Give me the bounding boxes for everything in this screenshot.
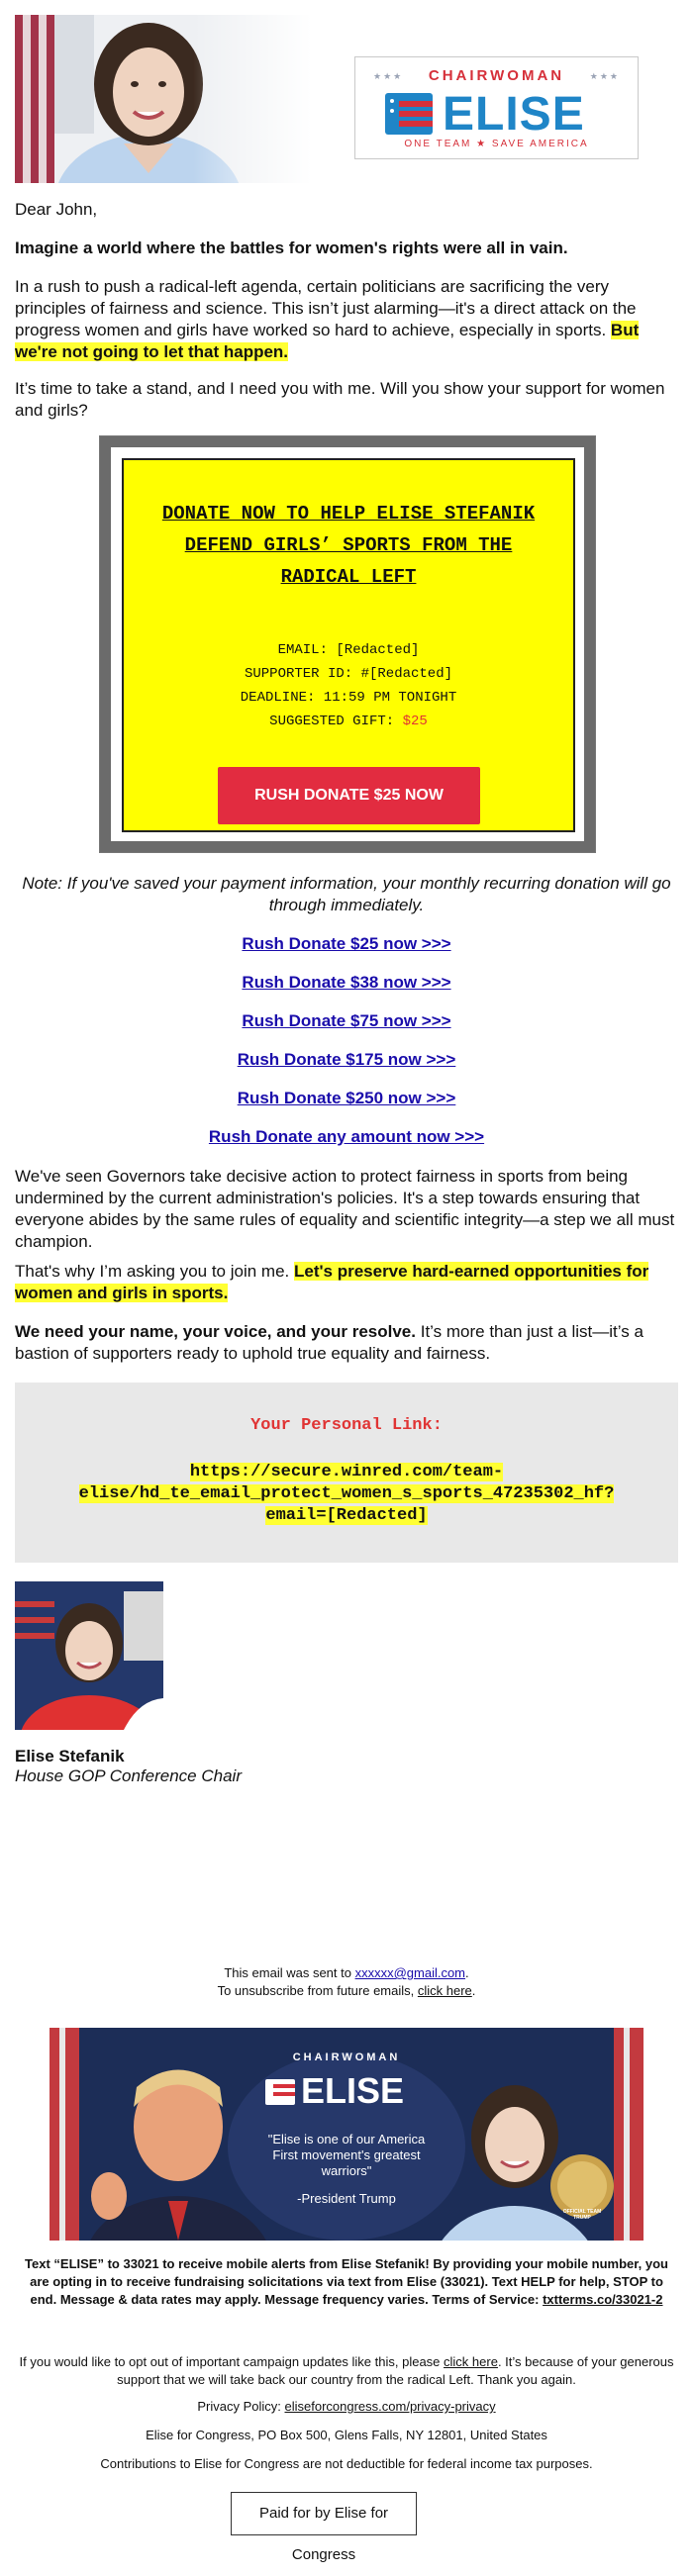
banner-main-text: ELISE bbox=[301, 2070, 405, 2111]
paragraph-4 bbox=[15, 1261, 678, 1304]
signature-photo bbox=[15, 1581, 163, 1730]
donate-link-38-anchor[interactable]: Rush Donate $38 now >>> bbox=[242, 973, 451, 992]
donate-link-any-anchor[interactable]: Rush Donate any amount now >>> bbox=[208, 1127, 485, 1146]
donate-link-38[interactable] bbox=[15, 973, 678, 993]
suggested-gift-amount: $25 bbox=[402, 714, 428, 729]
banner-seal-text: OFFICIAL TEAM TRUMP bbox=[562, 2209, 602, 2221]
suggested-gift-label: SUGGESTED GIFT: bbox=[269, 714, 403, 729]
donate-link-25-anchor[interactable]: Rush Donate $25 now >>> bbox=[242, 934, 451, 953]
optout-suffix: . It’s because of your generous support that we will take back our country from the radical Left. Thank you again. bbox=[117, 2354, 674, 2387]
donate-link-75[interactable] bbox=[15, 1011, 678, 1031]
sms-terms bbox=[15, 2255, 678, 2309]
optout-prefix: If you would like to opt out of important campaign updates like this, please bbox=[19, 2354, 445, 2369]
deadline-line: DEADLINE: 11:59 PM TONIGHT bbox=[240, 690, 457, 706]
privacy-line bbox=[15, 2398, 678, 2416]
personal-link-label: Your Personal Link: bbox=[250, 1416, 443, 1435]
paragraph-3: We've seen Governors take decisive action to protect fairness in sports from being undermined by the current administration's policies. It's a step towards ensuring that everyone abides by the same rules of equality and scientific integrity—a step we all must champion. bbox=[15, 1167, 675, 1251]
paragraph-2: It’s time to take a stand, and I need you with me. Will you show your support for women and girls? bbox=[15, 379, 665, 420]
optout-line bbox=[15, 2353, 678, 2389]
donate-box-frame bbox=[99, 435, 596, 853]
unsubscribe-link[interactable]: click here bbox=[417, 1983, 472, 1998]
banner-quote: "Elise is one of our America First movement's greatest warriors" bbox=[267, 2132, 426, 2178]
sent-to-suffix: . bbox=[465, 1965, 469, 1980]
donate-headline-link[interactable]: DONATE NOW TO HELP ELISE STEFANIK DEFEND GIRLS’ SPORTS FROM THE RADICAL LEFT bbox=[161, 503, 536, 588]
banner-attribution: -President Trump bbox=[297, 2191, 396, 2206]
suggested-gift-line bbox=[124, 714, 573, 729]
paragraph-1-text: In a rush to push a radical-left agenda, certain politicians are sacrificing the very principles of fairness and science. This isn’t just alarming—it's a direct attack on the progress women and girls have worked so hard to achieve, especially in sports. bbox=[15, 277, 637, 339]
donate-link-250[interactable] bbox=[15, 1089, 678, 1108]
donate-link-175[interactable] bbox=[15, 1050, 678, 1070]
paragraph-5 bbox=[15, 1321, 678, 1365]
donate-headline[interactable] bbox=[144, 498, 553, 593]
sms-text: Text “ELISE” to 33021 to receive mobile alerts from Elise Stefanik! By providing your mobile number, you are opting in to receive fundraising solicitations via text from Elise (33021). Text HELP for help, STOP to end. Message & data rates may apply. Message frequency varies. Terms of Service: bbox=[25, 2256, 668, 2307]
donate-link-250-anchor[interactable]: Rush Donate $250 now >>> bbox=[237, 1089, 456, 1107]
banner-top-text: CHAIRWOMAN bbox=[292, 2051, 401, 2063]
chairwoman-elise-logo bbox=[354, 56, 639, 159]
flag-e-icon bbox=[385, 93, 433, 135]
paragraph-4-highlight: Let's preserve hard-earned opportunities for women and girls in sports. bbox=[15, 1262, 649, 1302]
sent-to-line bbox=[15, 1964, 678, 1982]
unsubscribe-line bbox=[15, 1982, 678, 2000]
signature-title: House GOP Conference Chair bbox=[15, 1766, 242, 1785]
recurring-note: Note: If you've saved your payment information, your monthly recurring donation will go through immediately. bbox=[22, 874, 671, 914]
logo-main-text: ELISE bbox=[443, 88, 585, 141]
paragraph-4-text: That's why I’m asking you to join me. bbox=[15, 1262, 294, 1281]
donate-link-any[interactable] bbox=[15, 1127, 678, 1147]
unsubscribe-suffix: . bbox=[471, 1983, 476, 1998]
donate-link-175-anchor[interactable]: Rush Donate $175 now >>> bbox=[237, 1050, 456, 1069]
portrait-fade bbox=[193, 15, 312, 183]
donate-link-25[interactable] bbox=[15, 934, 678, 954]
privacy-prefix: Privacy Policy: bbox=[197, 2399, 285, 2414]
mailing-address: Elise for Congress, PO Box 500, Glens Falls, NY 12801, United States bbox=[146, 2428, 547, 2442]
footer-banner bbox=[50, 2028, 644, 2241]
personal-link-url-text[interactable]: https://secure.winred.com/team-elise/hd_te_email_protect_women_s_sports_47235302_hf?email=[Redacted] bbox=[78, 1463, 615, 1525]
paragraph-5-text: It’s more than just a list—it’s a bastion of supporters ready to uphold true equality and fairness. bbox=[15, 1322, 644, 1363]
optout-link[interactable]: click here bbox=[444, 2354, 498, 2369]
paragraph-5-bold: We need your name, your voice, and your resolve. bbox=[15, 1322, 416, 1341]
personal-link-box bbox=[15, 1383, 678, 1563]
email-header bbox=[15, 15, 678, 183]
logo-top-text: CHAIRWOMAN bbox=[428, 67, 565, 84]
star-icon: ★★★ bbox=[589, 71, 620, 81]
donate-box bbox=[122, 458, 575, 832]
greeting: Dear John, bbox=[15, 200, 98, 219]
paid-for-box: Paid for by Elise for Congress bbox=[231, 2492, 417, 2535]
personal-link-url[interactable] bbox=[54, 1462, 639, 1527]
sent-to-prefix: This email was sent to bbox=[224, 1965, 355, 1980]
unsubscribe-prefix: To unsubscribe from future emails, bbox=[217, 1983, 418, 1998]
email-line: EMAIL: [Redacted] bbox=[277, 642, 420, 658]
sms-terms-link[interactable]: txtterms.co/33021-2 bbox=[543, 2292, 663, 2307]
paragraph-1 bbox=[15, 276, 678, 363]
donate-link-75-anchor[interactable]: Rush Donate $75 now >>> bbox=[242, 1011, 451, 1030]
sent-to-email-link[interactable]: xxxxxx@gmail.com bbox=[354, 1965, 466, 1980]
star-icon: ★★★ bbox=[373, 71, 404, 81]
logo-tagline: ONE TEAM ★ SAVE AMERICA bbox=[404, 139, 589, 149]
privacy-link[interactable]: eliseforcongress.com/privacy-privacy bbox=[284, 2399, 496, 2414]
contributions-disclaimer: Contributions to Elise for Congress are not deductible for federal income tax purposes. bbox=[100, 2456, 593, 2471]
signature-portrait bbox=[15, 1581, 163, 1730]
header-portrait bbox=[15, 15, 312, 183]
intro-headline: Imagine a world where the battles for women's rights were all in vain. bbox=[15, 239, 568, 257]
paragraph-1-highlight: But we're not going to let that happen. bbox=[15, 321, 640, 361]
rush-donate-button[interactable]: RUSH DONATE $25 NOW bbox=[218, 767, 480, 824]
signature-name: Elise Stefanik bbox=[15, 1747, 125, 1765]
supporter-id-line: SUPPORTER ID: #[Redacted] bbox=[244, 666, 453, 682]
